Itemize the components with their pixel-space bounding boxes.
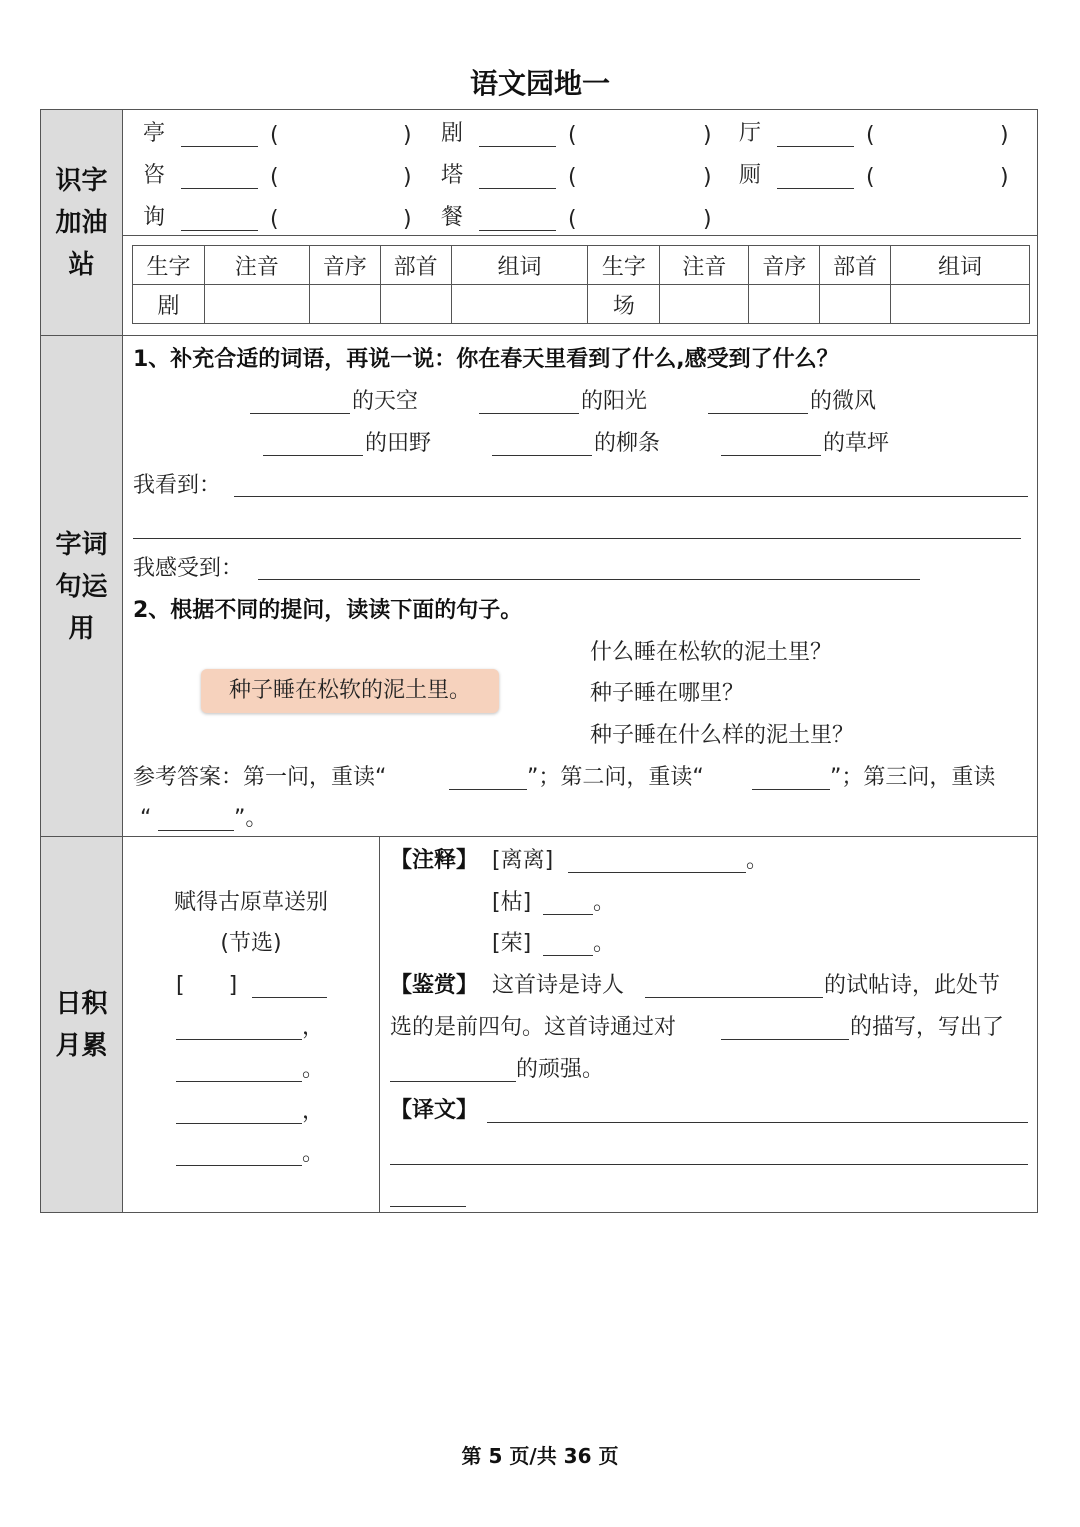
table-cell-blank[interactable] <box>204 285 309 324</box>
appreciate-label: 【鉴赏】 <box>390 973 479 998</box>
table-cell-blank[interactable] <box>660 285 749 324</box>
blank-line[interactable] <box>390 1081 516 1082</box>
paren-open: ( <box>568 207 577 232</box>
table-header: 生字 <box>133 246 205 285</box>
blank-line[interactable] <box>492 455 592 456</box>
char-ju: 剧 <box>441 121 464 146</box>
poem-bracket: [ ] <box>176 973 238 998</box>
blank-line[interactable] <box>777 188 854 189</box>
question-item: 什么睡在松软的泥土里？ <box>590 640 833 665</box>
divider <box>41 335 1037 336</box>
paren-close: ) <box>703 165 712 190</box>
table-cell-blank[interactable] <box>820 285 891 324</box>
answer-line[interactable] <box>390 1164 1028 1165</box>
appreciate-text: 的顽强。 <box>516 1057 605 1082</box>
punct: 。 <box>593 931 616 956</box>
divider <box>41 836 1037 837</box>
blank-line[interactable] <box>250 413 350 414</box>
page-footer: 第 5 页/共 36 页 <box>461 1444 619 1468</box>
divider <box>379 837 380 1212</box>
blank-line[interactable] <box>181 230 258 231</box>
note-term: [荣] <box>492 931 532 956</box>
table-cell: 场 <box>588 285 660 324</box>
poem-subtitle: (节选) <box>220 931 282 956</box>
phrase: 的田野 <box>365 431 432 456</box>
table-header: 注音 <box>660 246 749 285</box>
section-label-literacy <box>41 110 123 336</box>
paren-open: ( <box>568 165 577 190</box>
table-cell: 剧 <box>133 285 205 324</box>
paren-open: ( <box>866 165 875 190</box>
table-cell-blank[interactable] <box>749 285 820 324</box>
answer-text: 参考答案：第一问，重读“ <box>133 765 387 790</box>
punct: 。 <box>302 1057 325 1082</box>
blank-line[interactable] <box>479 146 556 147</box>
appreciate-text: 的试帖诗，此处节 <box>824 973 1001 998</box>
paren-open: ( <box>270 123 279 148</box>
translate-label: 【译文】 <box>390 1098 479 1123</box>
paren-close: ) <box>703 207 712 232</box>
blank-line[interactable] <box>263 455 363 456</box>
paren-close: ) <box>1000 123 1009 148</box>
table-header: 音序 <box>309 246 380 285</box>
char-ta: 塔 <box>441 163 464 188</box>
blank-line[interactable] <box>181 146 258 147</box>
table-cell-blank[interactable] <box>309 285 380 324</box>
table-cell-blank[interactable] <box>380 285 451 324</box>
answer-text: ”；第三问，重读 <box>830 765 996 790</box>
phrase: 的微风 <box>810 389 877 414</box>
blank-line[interactable] <box>777 146 854 147</box>
punct: 。 <box>593 890 616 915</box>
table-header: 注音 <box>204 246 309 285</box>
blank-line[interactable] <box>708 413 808 414</box>
blank-line[interactable] <box>721 1039 849 1040</box>
blank-line[interactable] <box>176 1039 302 1040</box>
answer-text: “ <box>140 806 152 831</box>
answer-text: ”；第二问，重读“ <box>527 765 704 790</box>
appreciate-text: 这首诗是诗人 <box>492 973 625 998</box>
blank-line[interactable] <box>252 997 327 998</box>
note-term: [离离] <box>492 848 554 873</box>
saw-label: 我看到： <box>133 473 222 498</box>
paren-open: ( <box>270 165 279 190</box>
paren-open: ( <box>568 123 577 148</box>
phrase: 的柳条 <box>594 431 661 456</box>
char-can: 餐 <box>441 205 464 230</box>
char-xun: 询 <box>143 205 166 230</box>
blank-line[interactable] <box>543 914 593 915</box>
blank-line[interactable] <box>721 455 821 456</box>
blank-line[interactable] <box>158 830 234 831</box>
page-title: 语文园地一 <box>469 67 610 100</box>
phrase: 的草坪 <box>823 431 890 456</box>
char-zi: 咨 <box>143 163 166 188</box>
table-header: 组词 <box>451 246 588 285</box>
punct: ， <box>302 1015 325 1040</box>
paren-open: ( <box>866 123 875 148</box>
answer-line[interactable] <box>234 496 1028 497</box>
blank-line[interactable] <box>752 789 830 790</box>
answer-line[interactable] <box>258 579 920 580</box>
sentence-box: 种子睡在松软的泥土里。 <box>201 669 499 713</box>
question-2-prompt: 2、根据不同的提问，读读下面的句子。 <box>133 598 523 623</box>
table-header: 部首 <box>820 246 891 285</box>
answer-text: ”。 <box>234 806 268 831</box>
blank-line[interactable] <box>543 955 593 956</box>
table-row <box>133 285 1030 324</box>
blank-line[interactable] <box>181 188 258 189</box>
phrase: 的天空 <box>352 389 419 414</box>
paren-close: ) <box>403 123 412 148</box>
paren-close: ) <box>403 165 412 190</box>
poem-title: 赋得古原草送别 <box>173 890 328 915</box>
punct: ， <box>302 1099 325 1124</box>
table-header: 音序 <box>749 246 820 285</box>
blank-line[interactable] <box>176 1123 302 1124</box>
punct: 。 <box>302 1141 325 1166</box>
blank-line[interactable] <box>479 188 556 189</box>
punct: 。 <box>746 848 769 873</box>
blank-line[interactable] <box>479 230 556 231</box>
table-cell-blank[interactable] <box>451 285 588 324</box>
paren-close: ) <box>703 123 712 148</box>
section-title-literacy: 识字加油站 <box>55 166 108 280</box>
answer-line[interactable] <box>390 1206 466 1207</box>
note-label: 【注释】 <box>390 848 479 873</box>
blank-line[interactable] <box>568 872 746 873</box>
blank-line[interactable] <box>645 997 823 998</box>
question-item: 种子睡在什么样的泥土里？ <box>590 723 855 748</box>
divider <box>123 235 1037 236</box>
section-label-words <box>41 336 123 837</box>
blank-line[interactable] <box>479 413 579 414</box>
paren-close: ) <box>403 207 412 232</box>
felt-label: 我感受到： <box>133 556 244 581</box>
table-header: 部首 <box>380 246 451 285</box>
section-title-accumulation: 日积月累 <box>55 988 108 1061</box>
blank-line[interactable] <box>176 1165 302 1166</box>
char-ting2: 厅 <box>739 121 762 146</box>
paren-close: ) <box>1000 165 1009 190</box>
table-header: 生字 <box>588 246 660 285</box>
answer-line[interactable] <box>487 1122 1028 1123</box>
section-label-accumulation <box>41 837 123 1212</box>
phrase: 的阳光 <box>581 389 648 414</box>
table-cell-blank[interactable] <box>891 285 1030 324</box>
paren-open: ( <box>270 207 279 232</box>
question-item: 种子睡在哪里？ <box>590 681 745 706</box>
note-term: [枯] <box>492 890 532 915</box>
question-1-prompt: 1、补充合适的词语，再说一说：你在春天里看到了什么,感受到了什么？ <box>133 347 839 372</box>
section-title-words: 字词句运用 <box>55 529 108 644</box>
char-ting: 亭 <box>143 121 166 146</box>
appreciate-text: 的描写，写出了 <box>850 1015 1005 1040</box>
appreciate-text: 选的是前四句。这首诗通过对 <box>390 1015 677 1040</box>
table-header: 组词 <box>891 246 1030 285</box>
blank-line[interactable] <box>176 1081 302 1082</box>
answer-line[interactable] <box>133 538 1021 539</box>
character-table <box>132 245 1030 324</box>
table-header-row <box>133 246 1030 285</box>
char-ce: 厕 <box>739 163 762 188</box>
blank-line[interactable] <box>449 789 527 790</box>
